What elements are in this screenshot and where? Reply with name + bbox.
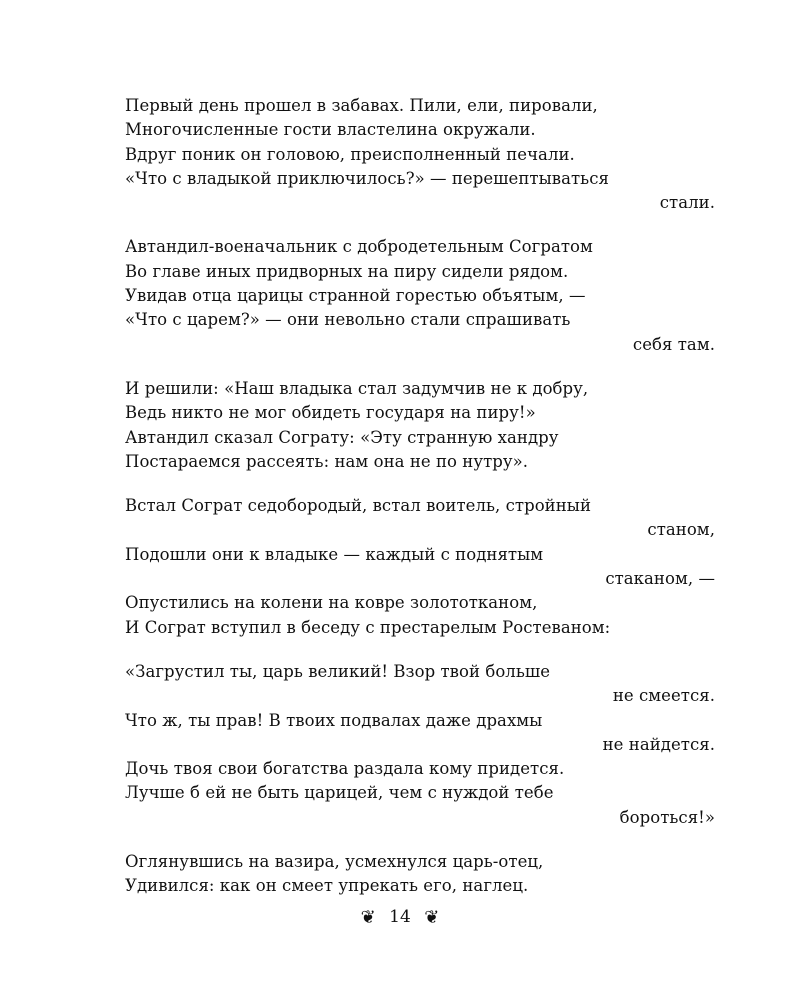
verse-line: И решили: «Наш владыка стал задумчив не к добру,	[125, 378, 589, 398]
verse-line-continuation: не смеется.	[612, 686, 715, 706]
verse-line: Постараемся рассеять: нам она не по нутру».	[125, 451, 529, 471]
verse-line: «Загрустил ты, царь великий! Взор твой больше	[125, 661, 551, 681]
ornament-right-icon: ❦	[424, 907, 440, 928]
verse-line: Во главе иных придворных на пиру сидели рядом.	[125, 261, 569, 281]
verse-line: Автандил-военачальник с добродетельным Согратом	[125, 237, 593, 257]
verse-line: Что ж, ты прав! В твоих подвалах даже драхмы	[125, 710, 543, 730]
stanza	[125, 660, 715, 830]
verse-line: Автандил сказал Сограту: «Эту странную хандру	[125, 427, 559, 447]
verse-line: Подошли они к владыке — каждый с поднятым	[125, 544, 544, 564]
stanza	[125, 377, 715, 474]
verse-line: Увидав отца царицы странной горестью объятым, —	[125, 286, 586, 306]
verse-line: Лучше б ей не быть царицей, чем с нуждой тебе	[125, 783, 554, 803]
verse-line-continuation: станом,	[647, 520, 715, 540]
verse-line: Удивился: как он смеет упрекать его, наглец.	[125, 876, 529, 896]
verse-line: Опустились на колени на ковре золототканом,	[125, 593, 538, 613]
stanza	[125, 850, 715, 899]
page-number: 14	[389, 907, 411, 927]
verse-line: Вдруг поник он головою, преисполненный печали.	[125, 144, 575, 164]
verse-line-continuation: себя там.	[632, 334, 715, 354]
verse-line: Первый день прошел в забавах. Пили, ели, пировали,	[125, 96, 598, 115]
verse-line-continuation: бороться!»	[619, 807, 715, 827]
verse-line-continuation: стали.	[659, 193, 715, 213]
verse-line-continuation: стаканом, —	[605, 569, 715, 589]
verse-line: «Что с царем?» — они невольно стали спрашивать	[125, 310, 571, 330]
verse-line: Многочисленные гости властелина окружали.	[125, 120, 536, 140]
verse-line: И Сограт вступил в беседу с престарелым Ростеваном:	[125, 617, 611, 637]
stanza	[125, 494, 715, 640]
ornament-left-icon: ❦	[360, 907, 376, 928]
verse-line: Оглянувшись на вазира, усмехнулся царь-отец,	[125, 852, 544, 872]
stanza	[125, 94, 715, 215]
verse-line: Дочь твоя свои богатства раздала кому придется.	[125, 759, 565, 779]
stanza	[125, 235, 715, 356]
verse-line-continuation: не найдется.	[602, 734, 715, 754]
verse-line: Встал Сограт седобородый, встал воитель, стройный	[125, 496, 592, 516]
verse-line: «Что с владыкой приключилось?» — перешептываться	[125, 168, 609, 188]
page-footer	[0, 907, 800, 928]
verse-line: Ведь никто не мог обидеть государя на пиру!»	[125, 403, 536, 423]
poem-text	[125, 94, 715, 919]
